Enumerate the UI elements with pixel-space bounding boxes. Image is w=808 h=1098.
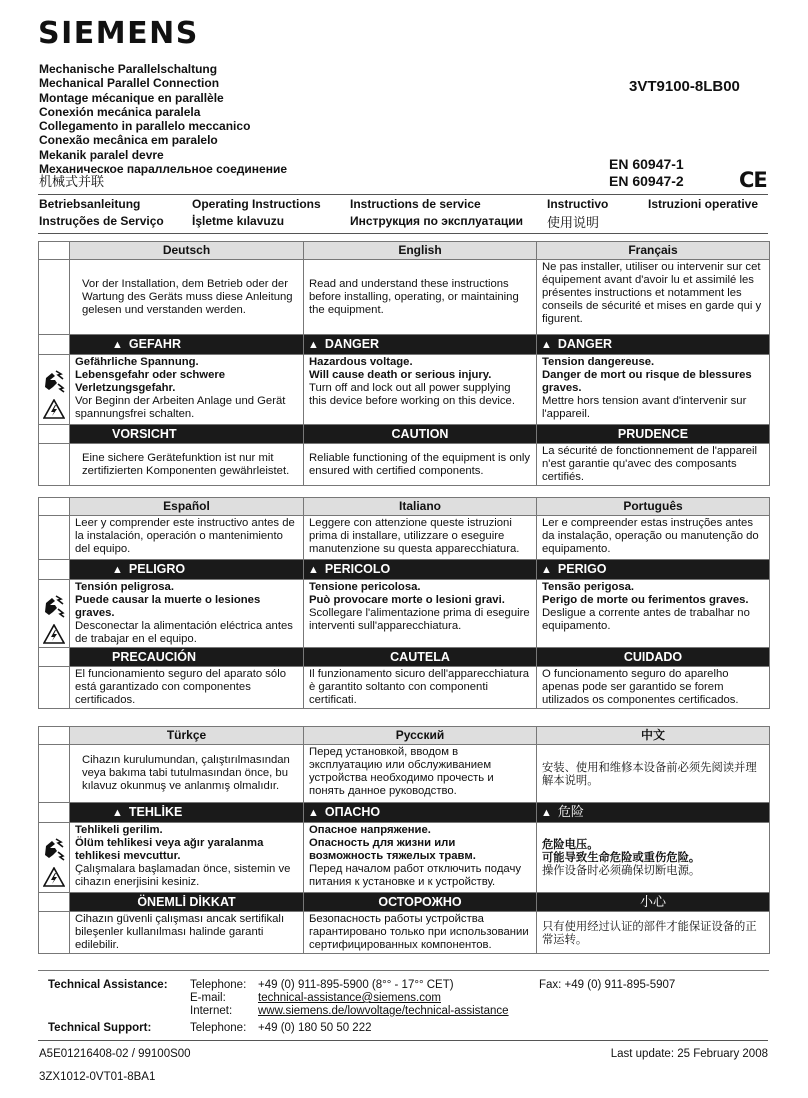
caution-row: [39, 444, 770, 486]
caution-header-row: [39, 425, 770, 444]
caution-heading: ОСТОРОЖНО: [304, 893, 537, 912]
title-zh: 机械式并联: [39, 175, 105, 191]
title-ru: Механическое параллельное соединение: [39, 162, 287, 177]
caution-text: 只有使用经过认证的部件才能保证设备的正常运转。: [537, 912, 770, 954]
danger-text: Gefährliche Spannung. Lebensgefahr oder schwere Verletzungsgefahr. Vor Beginn der Arbeiten Anlage und Gerät spannungsfrei schalten.: [70, 355, 304, 425]
instructions-es: Instructivo: [547, 197, 609, 211]
danger-text: Tehlikeli gerilim. Ölüm tehlikesi veya ağır yaralanma tehlikesi mevcuttur. Çalışmalara başlamadan önce, sistemin ve cihazın enerjisini kesiniz.: [70, 823, 304, 893]
title-fr: Montage mécanique en parallèle: [39, 90, 224, 105]
danger-heading: ▲ 危险: [537, 803, 770, 823]
electric-shock-hand-icon: [43, 837, 65, 861]
language-heading: Français: [537, 242, 770, 260]
order-code: 3ZX1012-0VT01-8BA1: [39, 1071, 156, 1083]
language-heading: Português: [537, 498, 770, 516]
title-tr: Mekanik paralel devre: [39, 147, 164, 162]
tech-assistance-label: Technical Assistance:: [48, 979, 168, 991]
email-link[interactable]: technical-assistance@siemens.com: [258, 992, 441, 1004]
title-es: Conexión mecánica paralela: [39, 104, 201, 119]
danger-heading: ▲ DANGER: [304, 335, 537, 355]
intro-row: [39, 516, 770, 560]
intro-text: Leggere con attenzione queste istruzioni prima di installare, utilizzare o eseguire manutenzione su questa apparecchiatura.: [304, 516, 537, 560]
intro-text: Vor der Installation, dem Betrieb oder der Wartung des Geräts muss diese Anleitung gelesen und verstanden werden.: [70, 260, 304, 335]
safety-block-de-en-fr: [38, 241, 770, 486]
danger-text: Tensione pericolosa. Può provocare morte o lesioni gravi. Scollegare l'alimentazione prima di eseguire interventi sull'apparecchiatura.: [304, 580, 537, 648]
caution-heading: 小心: [537, 893, 770, 912]
warning-triangle-icon: ▲: [112, 564, 123, 576]
electric-shock-hand-icon: [43, 594, 65, 618]
instructions-de: Betriebsanleitung: [39, 197, 141, 211]
caution-heading: CAUTELA: [304, 648, 537, 667]
high-voltage-warning-icon: [43, 624, 65, 644]
caution-text: Безопасность работы устройства гарантировано только при использовании сертифицированных компонентов.: [304, 912, 537, 954]
caution-text: Reliable functioning of the equipment is only ensured with certified components.: [304, 444, 537, 486]
danger-text: Hazardous voltage. Will cause death or serious injury. Turn off and lock out all power supplying this device before working on this device.: [304, 355, 537, 425]
intro-text: Cihazın kurulumundan, çalıştırılmasından veya bakıma tabi tutulmasından önce, bu kılavuz okunmuş ve anlanmış olmalıdır.: [70, 745, 304, 803]
caution-header-row: [39, 648, 770, 667]
language-header-row: [39, 498, 770, 516]
caution-text: Cihazın güvenli çalışması ancak sertifikalı bileşenler kullanılması halinde garanti edilebilir.: [70, 912, 304, 954]
caution-heading: PRUDENCE: [537, 425, 770, 444]
caution-heading: CUIDADO: [537, 648, 770, 667]
divider: [38, 194, 768, 195]
caution-text: Eine sichere Gerätefunktion ist nur mit zertifizierten Komponenten gewährleistet.: [70, 444, 304, 486]
instructions-zh: 使用说明: [547, 216, 600, 231]
caution-heading: PRECAUCIÓN: [70, 648, 304, 667]
instructions-ru: Инструкция по эксплуатации: [350, 214, 524, 228]
caution-heading: ÖNEMLİ DİKKAT: [70, 893, 304, 912]
danger-header-row: [39, 335, 770, 355]
title-it: Collegamento in parallelo meccanico: [39, 119, 251, 134]
danger-heading: ▲ TEHLİKE: [70, 803, 304, 823]
danger-text: Tensão perigosa. Perigo de morte ou ferimentos graves. Desligue a corrente antes de trabalhar no equipamento.: [537, 580, 770, 648]
danger-heading: ▲ PERICOLO: [304, 560, 537, 580]
danger-row: [39, 823, 770, 893]
language-heading: Русский: [304, 727, 537, 745]
telephone-label: Telephone:: [190, 979, 247, 991]
instructions-en: Operating Instructions: [192, 197, 321, 211]
language-heading: Italiano: [304, 498, 537, 516]
caution-row: [39, 667, 770, 709]
internet-label: Internet:: [190, 1005, 233, 1017]
high-voltage-warning-icon: [43, 867, 65, 887]
hazard-icons: [39, 580, 70, 648]
siemens-logo: SIEMENS: [38, 16, 199, 51]
email-label: E-mail:: [190, 992, 226, 1004]
caution-text: Il funzionamento sicuro dell'apparecchiatura è garantito soltanto con componenti certificati.: [304, 667, 537, 709]
danger-heading: ▲ DANGER: [537, 335, 770, 355]
language-heading: Türkçe: [70, 727, 304, 745]
last-update: Last update: 25 February 2008: [610, 1048, 768, 1060]
high-voltage-warning-icon: [43, 399, 65, 419]
instructions-tr: İşletme kılavuzu: [192, 214, 285, 228]
intro-row: [39, 745, 770, 803]
intro-text: Read and understand these instructions before installing, operating, or maintaining the equipment.: [304, 260, 537, 335]
danger-row: [39, 355, 770, 425]
title-pt: Conexão mecânica em paralelo: [39, 133, 218, 148]
language-header-row: [39, 242, 770, 260]
safety-block-es-it-pt: [38, 497, 770, 709]
standard-2: EN 60947-2: [609, 173, 684, 189]
contact-footer: [38, 970, 769, 1041]
electric-shock-hand-icon: [43, 369, 65, 393]
warning-triangle-icon: ▲: [308, 807, 319, 819]
language-header-row: [39, 727, 770, 745]
telephone-number: +49 (0) 911-895-5900 (8°° - 17°° CET): [258, 979, 454, 991]
danger-header-row: [39, 803, 770, 823]
danger-heading: ▲ PERIGO: [537, 560, 770, 580]
title-de: Mechanische Parallelschaltung: [39, 62, 218, 76]
standard-1: EN 60947-1: [609, 156, 684, 172]
language-heading: Español: [70, 498, 304, 516]
danger-row: [39, 580, 770, 648]
caution-heading: VORSICHT: [70, 425, 304, 444]
instructions-fr: Instructions de service: [350, 197, 481, 211]
internet-link[interactable]: www.siemens.de/lowvoltage/technical-assistance: [258, 1005, 509, 1017]
warning-triangle-icon: ▲: [541, 339, 552, 351]
document-number: A5E01216408-02 / 99100S00: [39, 1048, 191, 1060]
ce-mark: CE: [739, 168, 767, 192]
caution-text: O funcionamento seguro do aparelho apenas pode ser garantido se forem utilizados os componentes certificados.: [537, 667, 770, 709]
intro-text: Leer y comprender este instructivo antes de la instalación, operación o mantenimiento del equipo.: [70, 516, 304, 560]
tech-support-label: Technical Support:: [48, 1022, 152, 1034]
caution-header-row: [39, 893, 770, 912]
danger-heading: ▲ PELIGRO: [70, 560, 304, 580]
intro-row: [39, 260, 770, 335]
warning-triangle-icon: ▲: [541, 807, 552, 819]
intro-text: Перед установкой, вводом в эксплуатацию или обслуживанием устройства необходимо прочесть и понять данное руководство.: [304, 745, 537, 803]
warning-triangle-icon: ▲: [541, 564, 552, 576]
intro-text: Ne pas installer, utiliser ou intervenir sur cet équipement avant d'avoir lu et assimilé les présentes instructions et notamment les conseils de sécurité et mises en garde qui y figurent.: [537, 260, 770, 335]
divider: [38, 233, 768, 234]
fax-number: Fax: +49 (0) 911-895-5907: [539, 979, 676, 991]
intro-text: Ler e compreender estas instruções antes da instalação, operação ou manutenção do equipamento.: [537, 516, 770, 560]
instructions-it: Istruzioni operative: [648, 197, 759, 211]
product-titles: [39, 62, 287, 191]
divider: [38, 1040, 768, 1041]
intro-text: 安装、使用和维修本设备前必须先阅读并理解本说明。: [537, 745, 770, 803]
language-heading: English: [304, 242, 537, 260]
caution-heading: CAUTION: [304, 425, 537, 444]
language-heading: 中文: [537, 727, 770, 745]
danger-text: Tension dangereuse. Danger de mort ou risque de blessures graves. Mettre hors tension avant d'intervenir sur l'appareil.: [537, 355, 770, 425]
product-number: 3VT9100-8LB00: [629, 78, 740, 95]
hazard-icons: [39, 823, 70, 893]
title-en: Mechanical Parallel Connection: [39, 76, 220, 91]
danger-text: Tensión peligrosa. Puede causar la muerte o lesiones graves. Desconectar la alimentación eléctrica antes de trabajar en el equipo.: [70, 580, 304, 648]
danger-header-row: [39, 560, 770, 580]
danger-heading: ▲ ОПАСНО: [304, 803, 537, 823]
caution-text: El funcionamiento seguro del aparato sólo está garantizado con componentes certificados.: [70, 667, 304, 709]
warning-triangle-icon: ▲: [112, 339, 123, 351]
warning-triangle-icon: ▲: [112, 807, 123, 819]
warning-triangle-icon: ▲: [308, 339, 319, 351]
caution-row: [39, 912, 770, 954]
danger-text: 危险电压。 可能导致生命危险或重伤危险。 操作设备时必须确保切断电源。: [537, 823, 770, 893]
caution-text: La sécurité de fonctionnement de l'appareil n'est garantie qu'avec des composants certifiés.: [537, 444, 770, 486]
warning-triangle-icon: ▲: [308, 564, 319, 576]
danger-text: Опасное напряжение. Опасность для жизни или возможность тяжелых травм. Перед началом работ отключить подачу питания к установке и к устройству.: [304, 823, 537, 893]
danger-heading: ▲ GEFAHR: [70, 335, 304, 355]
support-telephone-label: Telephone:: [190, 1022, 247, 1034]
hazard-icons: [39, 355, 70, 425]
support-telephone-number: +49 (0) 180 50 50 222: [258, 1022, 372, 1034]
instructions-pt: Instruções de Serviço: [39, 214, 164, 228]
safety-block-tr-ru-zh: [38, 726, 770, 954]
standards: [609, 156, 684, 190]
language-heading: Deutsch: [70, 242, 304, 260]
